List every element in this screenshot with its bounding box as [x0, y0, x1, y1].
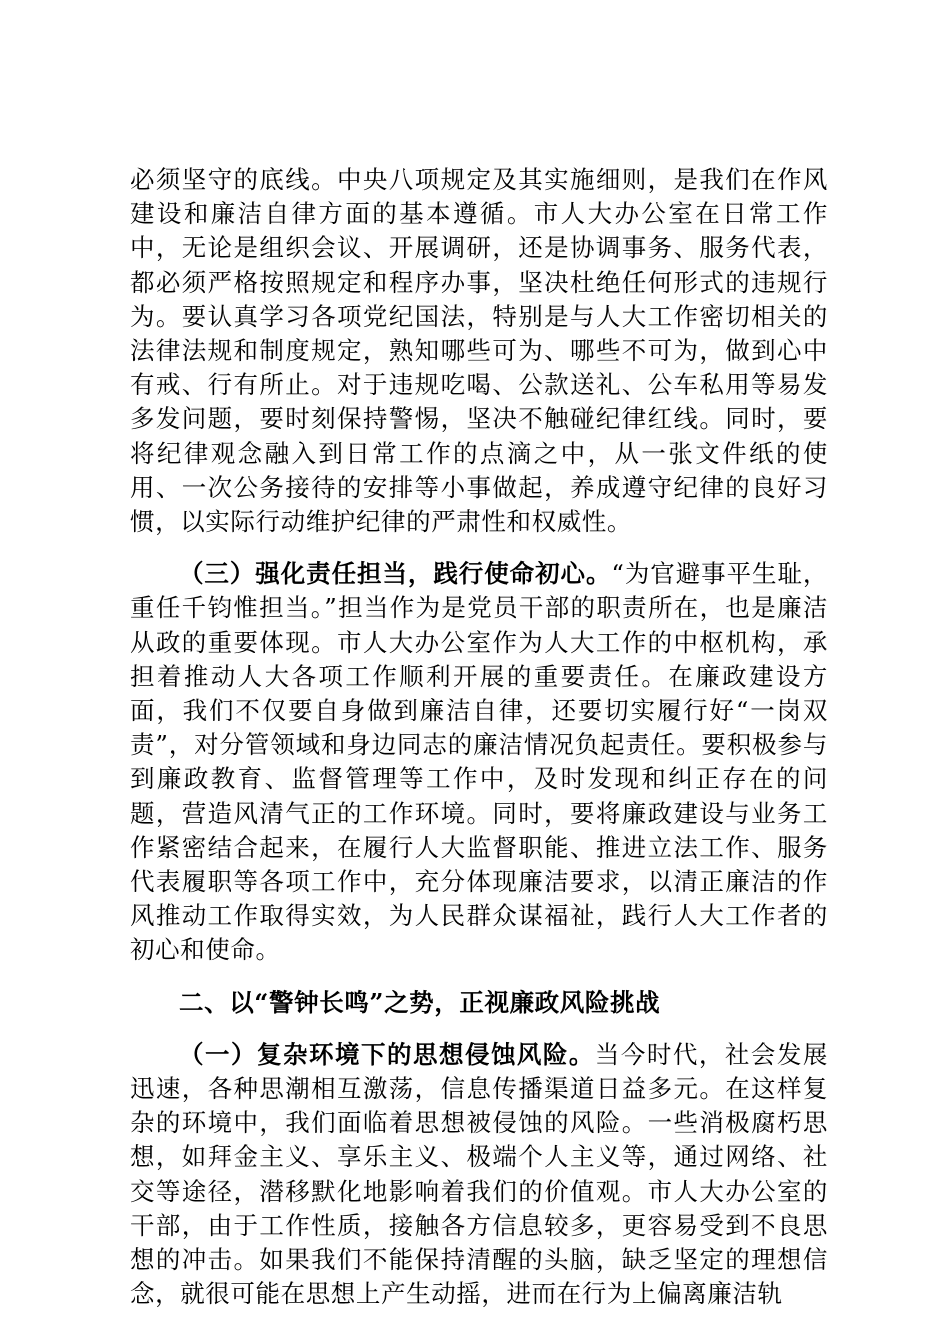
- paragraph-discipline: [130, 163, 828, 539]
- paragraph-text: 当今时代，社会发展迅速，各种思潮相互激荡，信息传播渠道日益多元。在这样复杂的环境中，我们面临着思想被侵蚀的风险。一些消极腐朽思想，如拜金主义、享乐主义、极端个人主义等，通过网络、社交等途径，潜移默化地影响着我们的价值观。市人大办公室的干部，由于工作性质，接触各方信息较多，更容易受到不良思想的冲击。如果我们不能保持清醒的头脑，缺乏坚定的理想信念，就很可能在思想上产生动摇，进而在行为上偏离廉洁轨: [130, 1039, 828, 1309]
- paragraph-ideological-risk: [130, 1038, 828, 1312]
- paragraph-lead: （一）复杂环境下的思想侵蚀风险。: [179, 1039, 595, 1069]
- paragraph-lead: （三）强化责任担当，践行使命初心。: [179, 559, 612, 589]
- document-page: [130, 163, 828, 1312]
- section-heading: 二、以“警钟长鸣”之势，正视廉政风险挑战: [179, 987, 661, 1017]
- paragraph-text: “为官避事平生耻，重任千钧惟担当。”担当作为是党员干部的职责所在，也是廉洁从政的重要体现。市人大办公室作为人大工作的中枢机构，承担着推动人大各项工作顺利开展的重要责任。在廉政建设方面，我们不仅要自身做到廉洁自律，还要切实履行好“一岗双责”，对分管领域和身边同志的廉洁情况负起责任。要积极参与到廉政教育、监督管理等工作中，及时发现和纠正存在的问题，营造风清气正的工作环境。同时，要将廉政建设与业务工作紧密结合起来，在履行人大监督职能、推进立法工作、服务代表履职等各项工作中，充分体现廉洁要求，以清正廉洁的作风推动工作取得实效，为人民群众谋福祉，践行人大工作者的初心和使命。: [130, 559, 828, 965]
- paragraph-text: 必须坚守的底线。中央八项规定及其实施细则，是我们在作风建设和廉洁自律方面的基本遵循。市人大办公室在日常工作中，无论是组织会议、开展调研，还是协调事务、服务代表，都必须严格按照规定和程序办事，坚决杜绝任何形式的违规行为。要认真学习各项党纪国法，特别是与人大工作密切相关的法律法规和制度规定，熟知哪些可为、哪些不可为，做到心中有戒、行有所止。对于违规吃喝、公款送礼、公车私用等易发多发问题，要时刻保持警惕，坚决不触碰纪律红线。同时，要将纪律观念融入到日常工作的点滴之中，从一张文件纸的使用、一次公务接待的安排等小事做起，养成遵守纪律的良好习惯，以实际行动维护纪律的严肃性和权威性。: [130, 165, 828, 537]
- paragraph-responsibility: [130, 557, 828, 967]
